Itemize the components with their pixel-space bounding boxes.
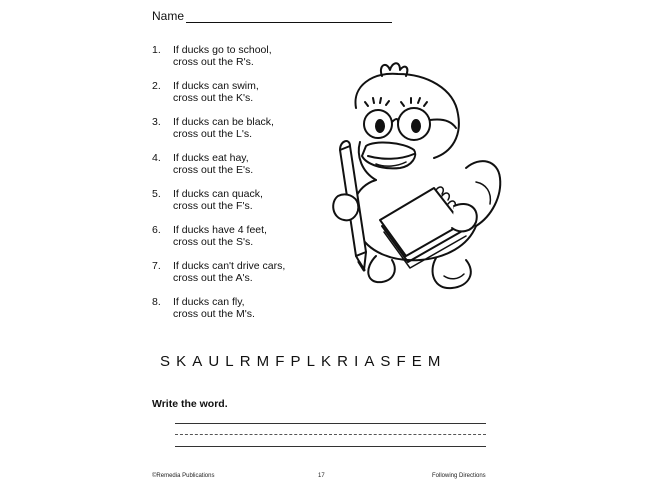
instruction-line: cross out the M's. <box>173 308 255 320</box>
instruction-line: cross out the S's. <box>173 236 254 248</box>
instruction-line: cross out the R's. <box>173 56 254 68</box>
instruction-line: If ducks can be black, <box>173 116 274 128</box>
instruction-line: cross out the E's. <box>173 164 254 176</box>
instruction-number: 4. <box>152 152 161 164</box>
instruction-number: 2. <box>152 80 161 92</box>
write-line-bottom[interactable] <box>175 446 486 447</box>
instruction-line: cross out the L's. <box>173 128 253 140</box>
write-line-middle <box>175 434 486 435</box>
instruction-line: If ducks can't drive cars, <box>173 260 286 272</box>
duck-illustration <box>316 56 512 298</box>
instruction-item <box>152 296 352 332</box>
write-line-top[interactable] <box>175 423 486 424</box>
write-word-label: Write the word. <box>152 398 228 410</box>
instruction-line: cross out the K's. <box>173 92 254 104</box>
instruction-number: 7. <box>152 260 161 272</box>
footer-section: Following Directions <box>432 473 486 479</box>
instruction-line: cross out the F's. <box>173 200 253 212</box>
puzzle-letter-row: SKAULRMFPLKRIASFEM <box>160 353 447 370</box>
instruction-number: 6. <box>152 224 161 236</box>
instruction-line: If ducks have 4 feet, <box>173 224 267 236</box>
name-label: Name <box>152 9 185 23</box>
instruction-line: If ducks can fly, <box>173 296 245 308</box>
footer-page-number: 17 <box>318 473 325 479</box>
instruction-line: If ducks can swim, <box>173 80 259 92</box>
instruction-line: If ducks can quack, <box>173 188 263 200</box>
instruction-number: 1. <box>152 44 161 56</box>
instruction-number: 5. <box>152 188 161 200</box>
instruction-line: cross out the A's. <box>173 272 253 284</box>
instruction-number: 3. <box>152 116 161 128</box>
footer-publisher: ©Remedia Publications <box>152 473 215 479</box>
name-field-row <box>152 9 392 23</box>
instruction-number: 8. <box>152 296 161 308</box>
name-blank-line[interactable] <box>186 11 392 23</box>
instruction-line: If ducks eat hay, <box>173 152 249 164</box>
instruction-line: If ducks go to school, <box>173 44 272 56</box>
